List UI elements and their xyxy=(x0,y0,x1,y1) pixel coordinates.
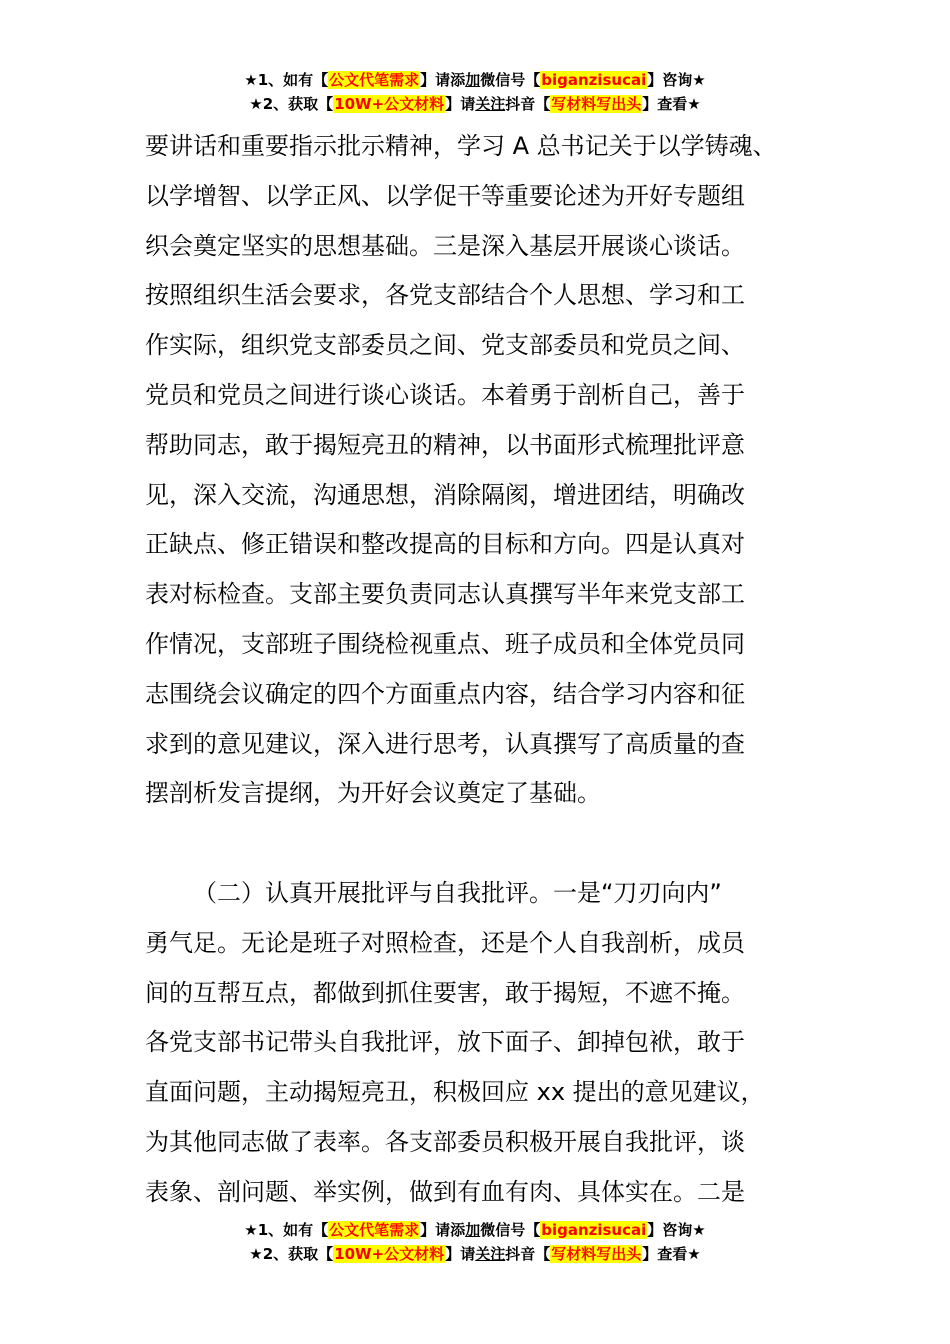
highlight-service: 公文代笔需求 xyxy=(329,1221,420,1239)
banner-text-underlined: 关注 xyxy=(475,95,506,113)
paragraph-2 xyxy=(145,869,815,1218)
banner-text-underlined: 加 xyxy=(465,1221,481,1239)
footer-banner xyxy=(0,1219,950,1267)
banner-text: 】咨询★ xyxy=(647,1221,706,1239)
banner-line-2 xyxy=(0,1243,950,1267)
text-line: （二）认真开展批评与自我批评。一是“刀刃向内” xyxy=(193,878,722,907)
text-line: 以学增智、以学正风、以学促干等重要论述为开好专题组 xyxy=(145,181,745,210)
banner-line-1 xyxy=(0,69,950,93)
banner-text: 】咨询★ xyxy=(647,71,706,89)
text-line: 各党支部书记带头自我批评，放下面子、卸掉包袱，敢于 xyxy=(145,1028,745,1057)
banner-text: 微信号【 xyxy=(480,71,541,89)
banner-line-2 xyxy=(0,93,950,117)
banner-text: 】请添 xyxy=(420,1221,466,1239)
banner-text: 微信号【 xyxy=(480,1221,541,1239)
highlight-wechat-id: biganzisucai xyxy=(541,1221,647,1239)
star-icon: ★ xyxy=(244,71,258,89)
text-line: 见，深入交流，沟通思想，消除隔阂，增进团结，明确改 xyxy=(145,480,745,509)
text-line: 要讲话和重要指示批示精神，学习 A 总书记关于以学铸魂、 xyxy=(145,132,777,160)
banner-text: 1、如有【 xyxy=(257,71,329,89)
star-icon: ★ xyxy=(249,95,263,113)
highlight-wechat-id: biganzisucai xyxy=(541,71,647,89)
banner-text: 】查看★ xyxy=(642,95,701,113)
text-line: 直面问题，主动揭短亮丑，积极回应 xx 提出的意见建议， xyxy=(145,1078,765,1107)
text-line: 为其他同志做了表率。各支部委员积极开展自我批评，谈 xyxy=(145,1127,745,1156)
text-line: 作实际，组织党支部委员之间、党支部委员和党员之间、 xyxy=(145,331,745,360)
text-line: 正缺点、修正错误和整改提高的目标和方向。四是认真对 xyxy=(145,530,745,559)
banner-text: 2、获取【 xyxy=(262,95,334,113)
banner-text: 2、获取【 xyxy=(262,1245,334,1263)
banner-text: 抖音【 xyxy=(505,95,551,113)
text-line: 帮助同志，敢于揭短亮丑的精神，以书面形式梳理批评意 xyxy=(145,430,745,459)
document-body xyxy=(145,122,815,1218)
banner-text: 】请 xyxy=(445,1245,476,1263)
highlight-service: 公文代笔需求 xyxy=(329,71,420,89)
highlight-douyin: 写材料写出头 xyxy=(551,95,642,113)
star-icon: ★ xyxy=(244,1221,258,1239)
text-line: 摆剖析发言提纲，为开好会议奠定了基础。 xyxy=(145,779,601,808)
banner-line-1 xyxy=(0,1219,950,1243)
text-line: 按照组织生活会要求，各党支部结合个人思想、学习和工 xyxy=(145,281,745,310)
text-line: 志围绕会议确定的四个方面重点内容，结合学习内容和征 xyxy=(145,679,745,708)
star-icon: ★ xyxy=(249,1245,263,1263)
header-banner xyxy=(0,69,950,117)
text-line: 间的互帮互点，都做到抓住要害，敢于揭短，不遮不掩。 xyxy=(145,978,745,1007)
text-line: 织会奠定坚实的思想基础。三是深入基层开展谈心谈话。 xyxy=(145,231,745,260)
paragraph-1 xyxy=(145,122,815,819)
text-line: 作情况，支部班子围绕检视重点、班子成员和全体党员同 xyxy=(145,629,745,658)
banner-text: 】查看★ xyxy=(642,1245,701,1263)
text-line: 表象、剖问题、举实例，做到有血有肉、具体实在。二是 xyxy=(145,1177,745,1206)
highlight-douyin: 写材料写出头 xyxy=(551,1245,642,1263)
banner-text-underlined: 加 xyxy=(465,71,481,89)
banner-text: 】请 xyxy=(445,95,476,113)
text-line: 求到的意见建议，深入进行思考，认真撰写了高质量的查 xyxy=(145,729,745,758)
highlight-materials: 10W+公文材料 xyxy=(334,1245,445,1263)
banner-text: 1、如有【 xyxy=(257,1221,329,1239)
banner-text-underlined: 关注 xyxy=(475,1245,506,1263)
text-line: 勇气足。无论是班子对照检查，还是个人自我剖析，成员 xyxy=(145,928,745,957)
highlight-materials: 10W+公文材料 xyxy=(334,95,445,113)
paragraph-gap xyxy=(145,819,815,869)
text-line: 党员和党员之间进行谈心谈话。本着勇于剖析自己，善于 xyxy=(145,380,745,409)
banner-text: 】请添 xyxy=(420,71,466,89)
banner-text: 抖音【 xyxy=(505,1245,551,1263)
text-line: 表对标检查。支部主要负责同志认真撰写半年来党支部工 xyxy=(145,580,745,609)
